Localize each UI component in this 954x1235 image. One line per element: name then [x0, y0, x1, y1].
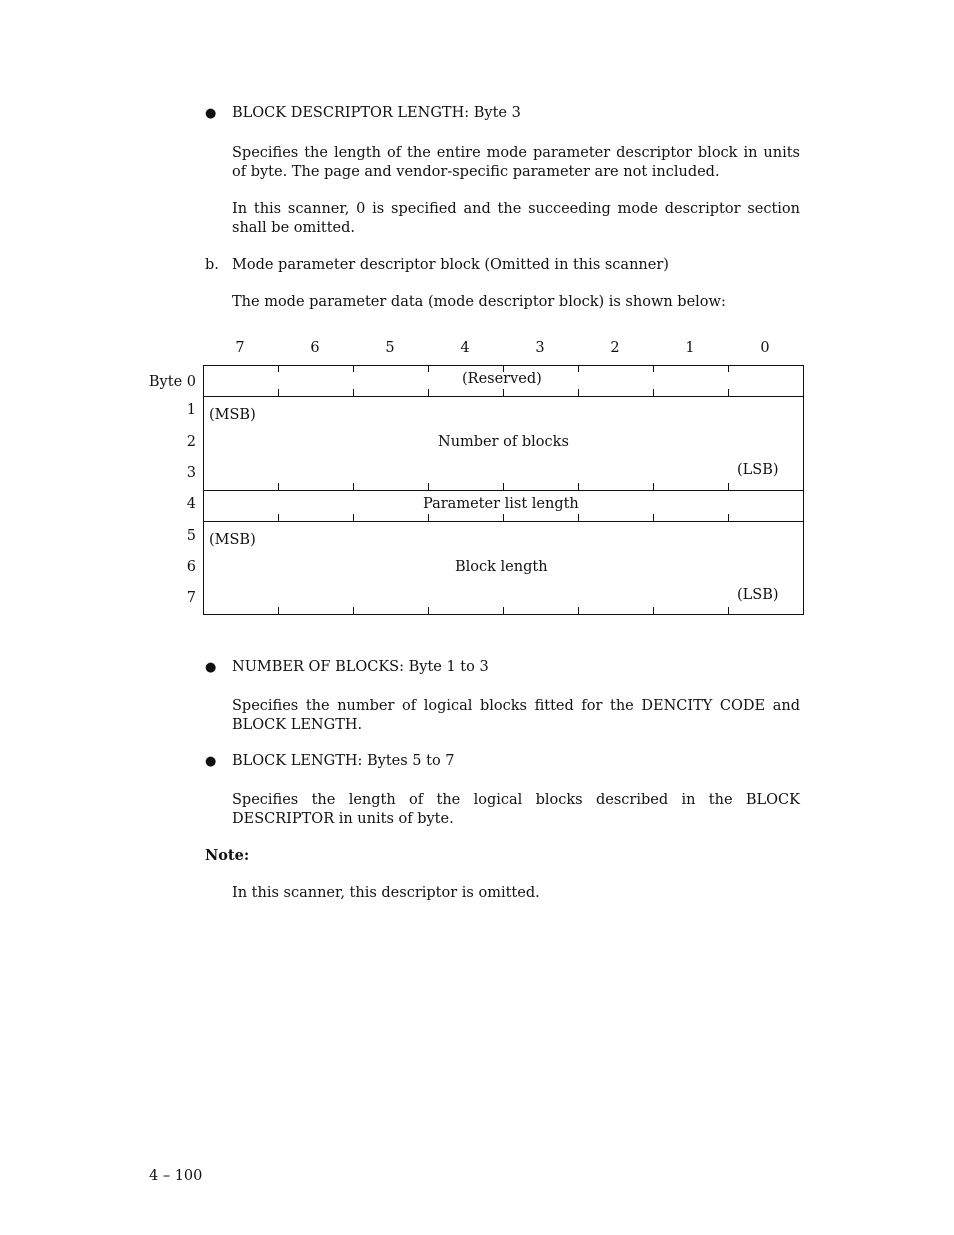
byte-label: 5: [186, 528, 196, 544]
bit-label: 6: [310, 340, 320, 356]
bit-label: 5: [385, 340, 395, 356]
section-heading-block-descriptor-length: BLOCK DESCRIPTOR LENGTH: Byte 3: [232, 105, 521, 121]
msb-marker: (MSB): [209, 407, 256, 423]
number-of-blocks-field: Number of blocks: [438, 434, 569, 450]
bit-label: 4: [460, 340, 470, 356]
bullet-icon: ●: [205, 106, 217, 121]
byte-label: 1: [186, 402, 196, 418]
paragraph-block-descriptor-length-1: Specifies the length of the entire mode parameter descriptor block in units of byte. The page and vendor-specific parameter are not included.: [232, 145, 800, 180]
section-heading-number-of-blocks: NUMBER OF BLOCKS: Byte 1 to 3: [232, 659, 489, 675]
byte-label: Byte 0: [148, 374, 196, 390]
lsb-marker: (LSB): [737, 462, 779, 478]
byte-label: 3: [186, 465, 196, 481]
item-b-intro: The mode parameter data (mode descriptor block) is shown below:: [232, 294, 726, 310]
list-marker-b: b.: [205, 257, 219, 273]
bullet-icon: ●: [205, 660, 217, 675]
byte-label: 6: [186, 559, 196, 575]
paragraph-block-descriptor-length-2: In this scanner, 0 is specified and the succeeding mode descriptor section shall be omitted.: [232, 201, 800, 236]
lsb-marker: (LSB): [737, 587, 779, 603]
msb-marker: (MSB): [209, 532, 256, 548]
note-label: Note:: [205, 847, 250, 864]
parameter-list-length-field: Parameter list length: [423, 496, 579, 512]
page-number: 4 – 100: [149, 1168, 203, 1184]
bullet-icon: ●: [205, 754, 217, 769]
bit-label: 7: [235, 340, 245, 356]
bit-label: 1: [685, 340, 695, 356]
byte-label: 4: [186, 496, 196, 512]
reserved-field: (Reserved): [462, 371, 542, 387]
paragraph-number-of-blocks: Specifies the number of logical blocks fitted for the DENCITY CODE and BLOCK LENGTH.: [232, 698, 800, 733]
note-text: In this scanner, this descriptor is omitted.: [232, 885, 540, 901]
byte-label: 7: [186, 590, 196, 606]
byte-label: 2: [186, 434, 196, 450]
item-b-heading: Mode parameter descriptor block (Omitted in this scanner): [232, 257, 669, 273]
bit-label: 3: [535, 340, 545, 356]
bit-label: 0: [760, 340, 770, 356]
block-length-field: Block length: [455, 559, 548, 575]
bit-label: 2: [610, 340, 620, 356]
paragraph-block-length: Specifies the length of the logical blocks described in the BLOCK DESCRIPTOR in units of byte.: [232, 792, 800, 827]
section-heading-block-length: BLOCK LENGTH: Bytes 5 to 7: [232, 753, 455, 769]
